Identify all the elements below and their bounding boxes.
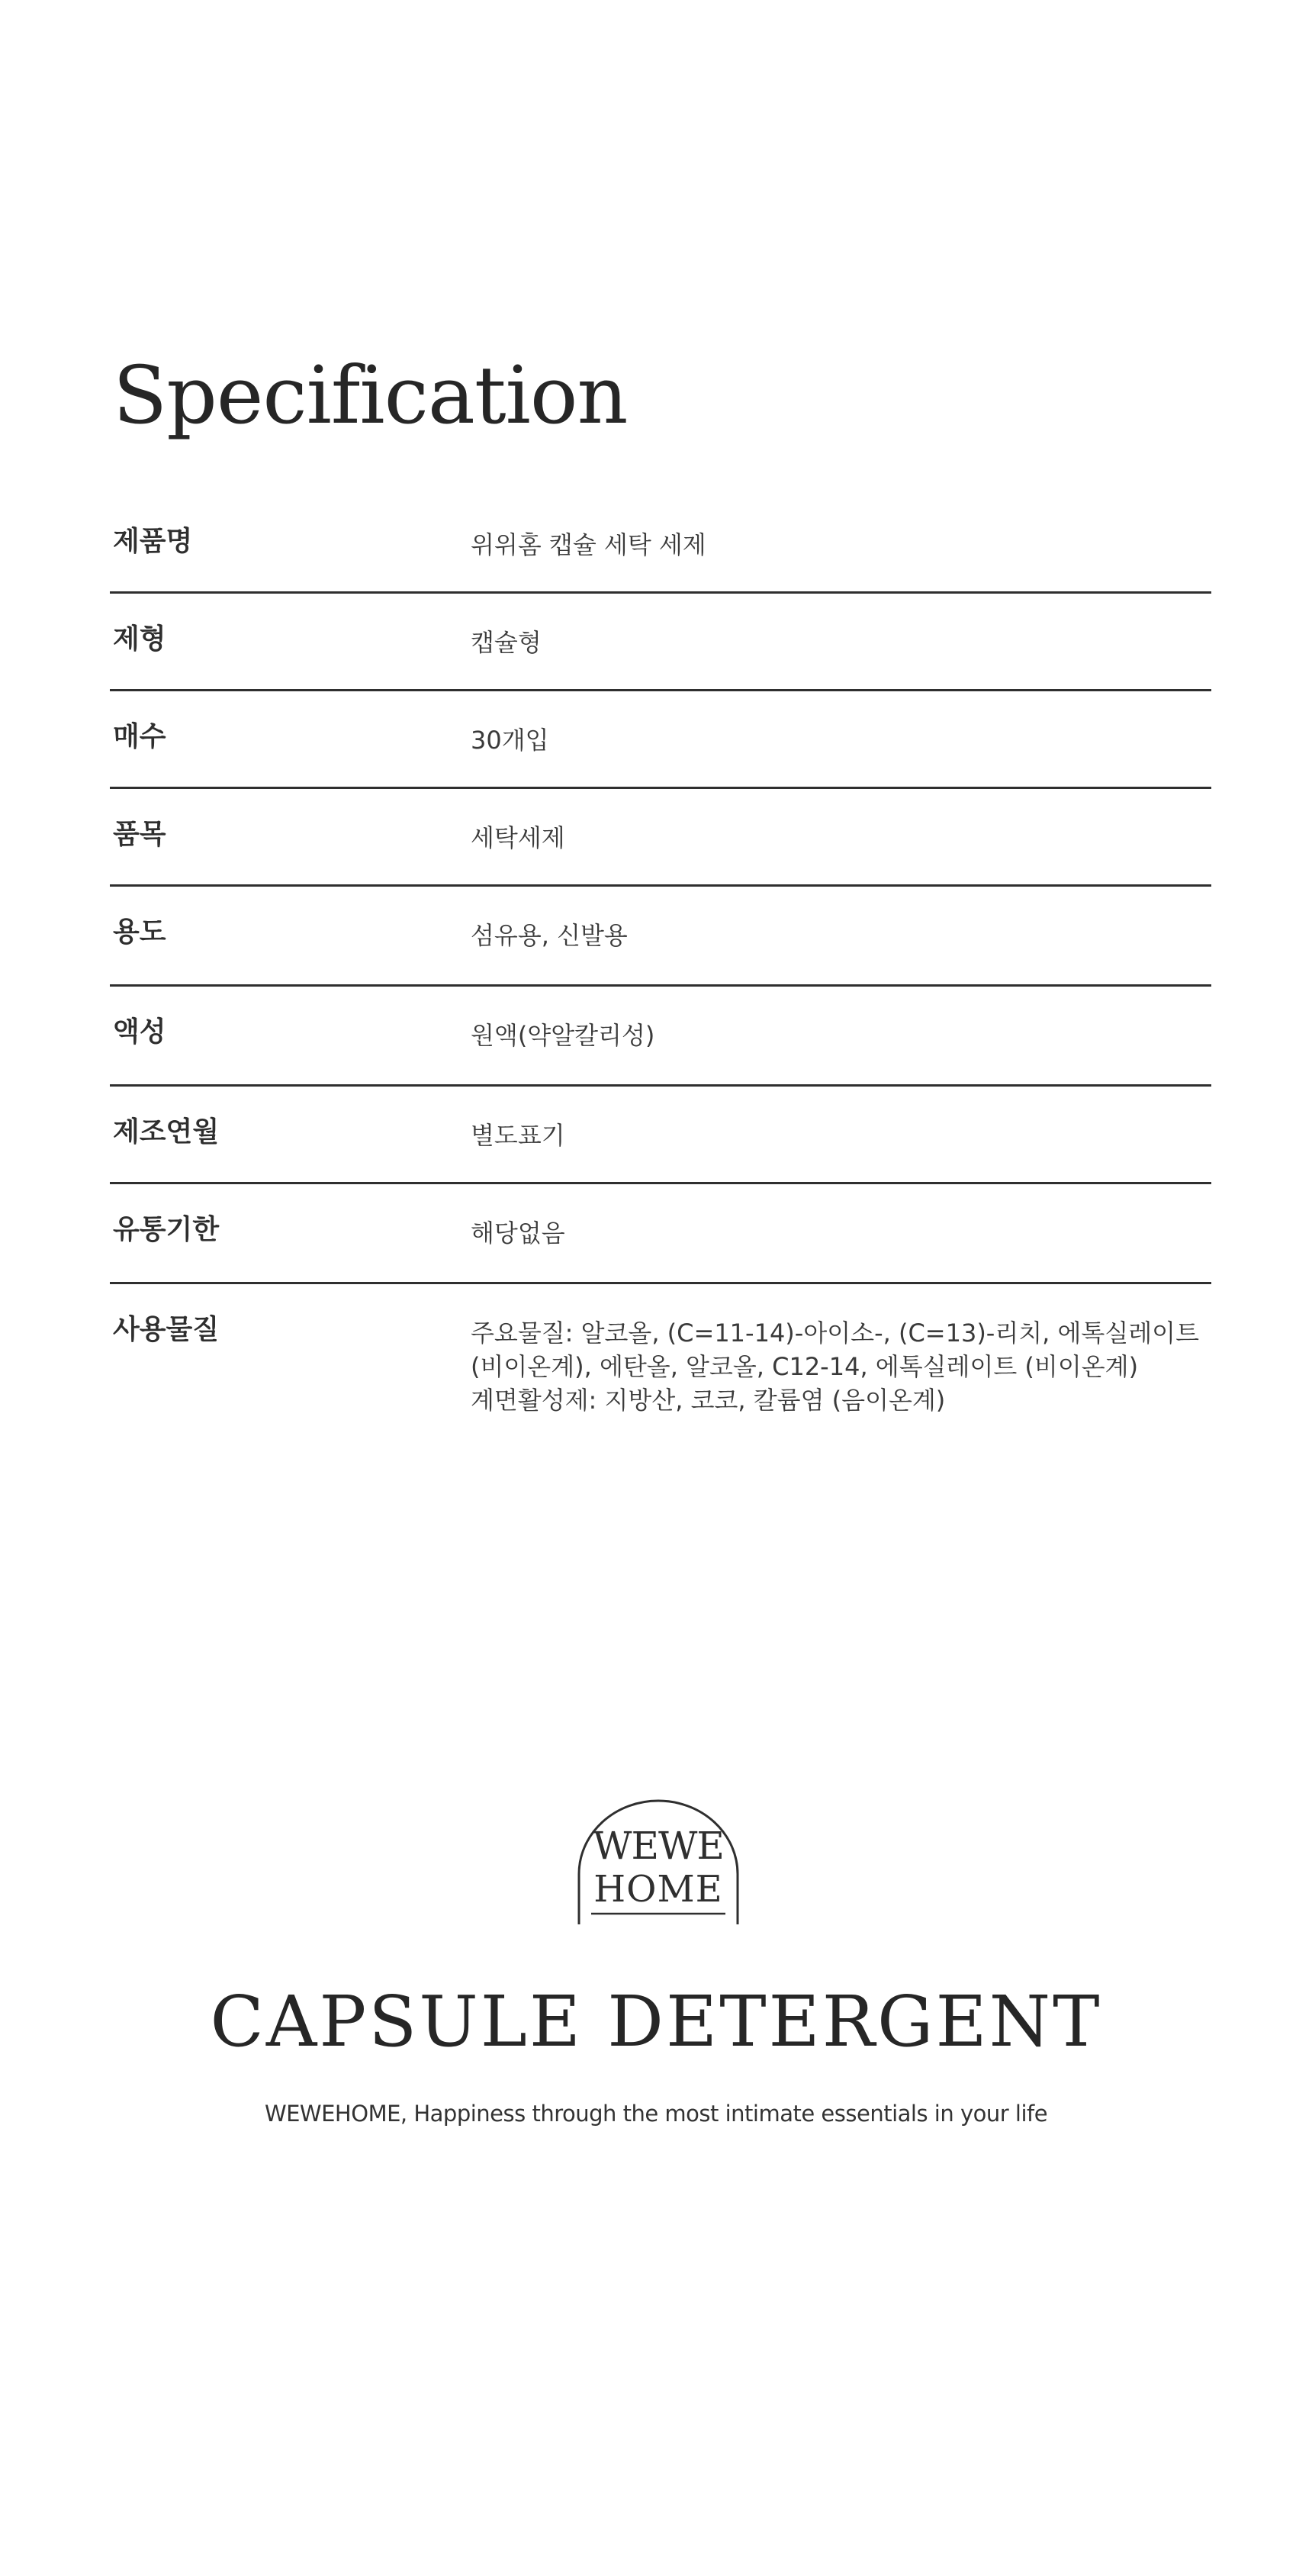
spec-row-usage (110, 887, 1211, 987)
spec-row-category (110, 789, 1211, 887)
spec-label: 용도 (113, 916, 166, 948)
spec-value: 원액(약알칼리성) (471, 1021, 655, 1050)
spec-row-ph (110, 987, 1211, 1087)
ingredient-line: 계면활성제: 지방산, 코코, 칼륨염 (음이온계) (471, 1386, 946, 1415)
spec-row-manufacture-date (110, 1087, 1211, 1184)
spec-label: 매수 (113, 721, 166, 752)
ingredient-line: (비이온계), 에탄올, 알코올, C12-14, 에톡실레이트 (비이온계) (471, 1352, 1139, 1381)
spec-label: 제조연월 (113, 1116, 220, 1148)
brand-section (0, 1793, 1312, 2251)
spec-label: 제형 (113, 623, 166, 655)
spec-value: 위위홈 캡슐 세탁 세제 (471, 530, 706, 559)
spec-row-product-name (110, 496, 1211, 594)
spec-row-ingredients (110, 1284, 1211, 1467)
spec-label: 액성 (113, 1016, 166, 1048)
spec-row-expiry (110, 1184, 1211, 1284)
spec-label: 사용물질 (113, 1314, 220, 1345)
spec-label: 유통기한 (113, 1214, 220, 1245)
spec-value: 캡슐형 (471, 628, 542, 657)
logo-line2: HOME (593, 1868, 723, 1911)
brand-logo (574, 1798, 742, 1927)
spec-value-ingredients (471, 1316, 1203, 1417)
brand-tagline: WEWEHOME, Happiness through the most intimate essentials in your life (264, 2101, 1048, 2127)
spec-value: 해당없음 (471, 1219, 565, 1248)
spec-title: Specification (113, 349, 628, 442)
spec-value: 30개입 (471, 726, 549, 755)
spec-label: 품목 (113, 819, 166, 850)
spec-table (110, 496, 1211, 1467)
spec-value: 별도표기 (471, 1121, 565, 1150)
product-title: CAPSULE DETERGENT (210, 1981, 1102, 2062)
spec-row-count (110, 691, 1211, 789)
spec-value: 세탁세제 (471, 823, 565, 852)
logo-line1: WEWE (593, 1824, 724, 1868)
spec-row-form (110, 594, 1211, 691)
ingredient-line: 주요물질: 알코올, (C=11-14)-아이소-, (C=13)-리치, 에톡실레이트 (471, 1319, 1199, 1348)
spec-value: 섬유용, 신발용 (471, 921, 628, 950)
spec-label: 제품명 (113, 526, 193, 557)
